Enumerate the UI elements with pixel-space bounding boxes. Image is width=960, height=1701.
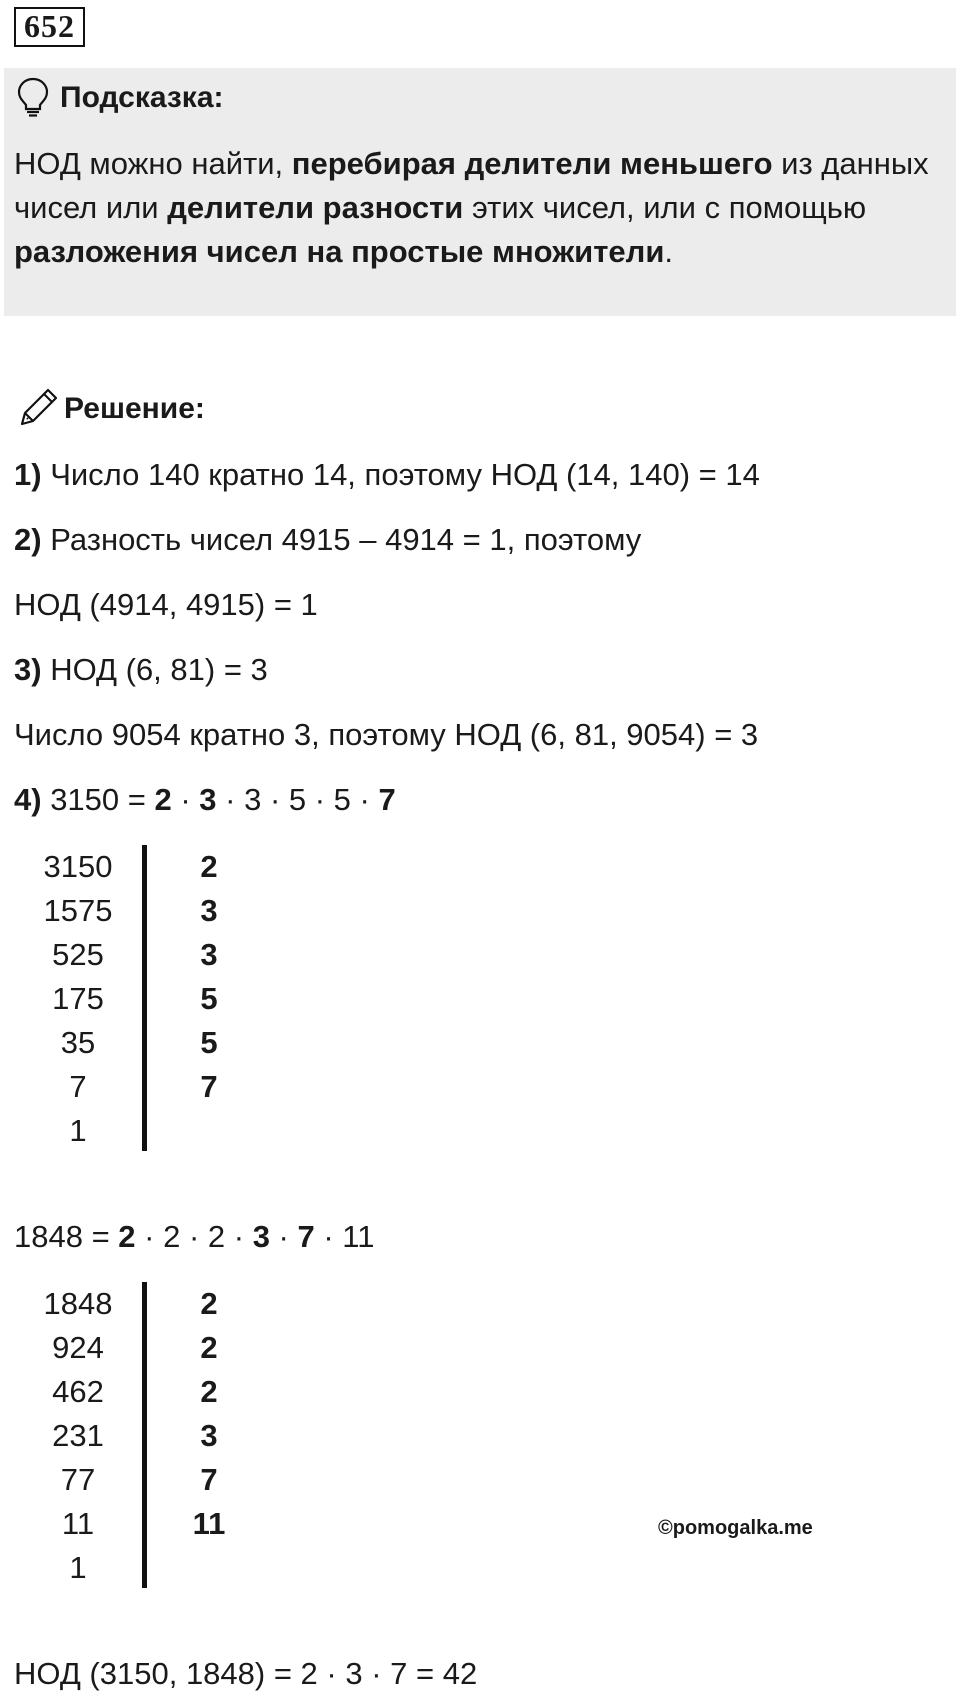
factorization-table-1848 (14, 1282, 254, 1588)
step-2: 2) Разность чисел 4915 – 4914 = 1, поэтому (14, 522, 642, 557)
table-row: 35 5 (60, 1025, 218, 1060)
table-row: 7 7 (69, 1069, 218, 1104)
hint-title: Подсказка: (60, 81, 224, 114)
task-number: 652 (14, 7, 85, 47)
hint-text: НОД можно найти, перебирая делители меньшего из данных чисел или делители разности этих чисел, или с помощью разложения чисел на простые множители. (14, 146, 929, 269)
factorization-table-3150 (14, 845, 254, 1151)
table-row: 175 5 (52, 981, 218, 1016)
step-3-result: Число 9054 кратно 3, поэтому НОД (6, 81, 9054) = 3 (14, 717, 759, 752)
table-row: 77 7 (60, 1462, 218, 1497)
table-row: 525 3 (52, 937, 218, 972)
table-row: 1848 2 (43, 1286, 218, 1321)
step-2-result: НОД (4914, 4915) = 1 (14, 587, 318, 622)
pencil-icon (18, 386, 60, 428)
step-1: 1) Число 140 кратно 14, поэтому НОД (14, 140) = 14 (14, 457, 760, 492)
table-row: 462 2 (52, 1374, 218, 1409)
step-4-factorization: 4) 3150 = 2 · 3 · 3 · 5 · 5 · 7 (14, 782, 396, 817)
table-row: 1 (69, 1113, 87, 1148)
table-row: 1 (69, 1550, 87, 1585)
solution-title: Решение: (64, 392, 205, 425)
table-row: 924 2 (52, 1330, 218, 1365)
step-3: 3) НОД (6, 81) = 3 (14, 652, 268, 687)
table-row: 3150 2 (43, 849, 218, 884)
copyright-watermark: ©pomogalka.me (658, 1517, 813, 1539)
table-row: 231 3 (52, 1418, 218, 1453)
table-row: 11 11 (61, 1506, 226, 1541)
final-answer: НОД (3150, 1848) = 2 · 3 · 7 = 42 (14, 1656, 478, 1691)
lightbulb-icon (16, 76, 50, 118)
table-row: 1575 3 (43, 893, 218, 928)
factorization-1848: 1848 = 2 · 2 · 2 · 3 · 7 · 11 (14, 1219, 375, 1254)
